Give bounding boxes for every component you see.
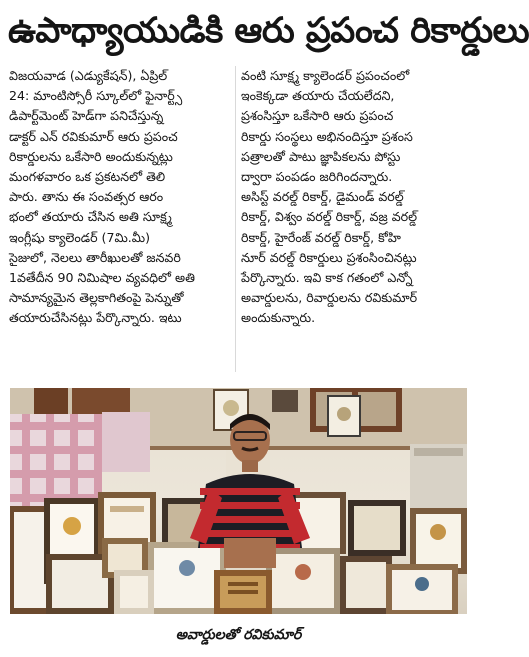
article-line: ద్వారా పంపడం జరిగిందన్నారు.	[241, 168, 393, 184]
column-divider	[235, 66, 236, 372]
article-line: రికార్డ్, హైరేంజ్ వరల్డ్ రికార్డ్, కోహి	[241, 229, 401, 245]
article-line: సామాన్యమైన తెల్లకాగితంపై పెన్నుతో	[9, 290, 184, 306]
article-line: అవార్డులను, రివార్డులను రవికుమార్	[241, 290, 418, 306]
article-line: వంటి సూక్ష్మ క్యాలెండర్ ప్రపంచంలో	[241, 68, 410, 83]
article-line: మంగళవారం ఒక ప్రకటనలో తెలి	[9, 168, 166, 184]
article-line: సైజులో, నెలలు తారీఖులతో జనవరి	[9, 249, 181, 265]
article-line: ఇంకెక్కడా తయారు చేయలేదని,	[241, 88, 395, 104]
news-photo	[10, 388, 467, 614]
article-line: తయారుచేసినట్లు పేర్కొన్నారు. ఇటు	[9, 310, 182, 326]
article-line: 1వతేదీన 90 నిమిషాల వ్యవధిలో అతి	[9, 269, 195, 285]
article-column-right	[241, 66, 470, 328]
article-line: పేర్కొన్నారు. ఇవి కాక గతంలో ఎన్నో	[241, 269, 413, 285]
article-line: రికార్డులను ఒకేసారి అందుకున్నట్లు	[9, 148, 173, 164]
article-column-left	[9, 66, 238, 328]
article-line: భంలో తయారు చేసిన అతి సూక్ష్మ	[9, 209, 172, 225]
photo-caption: అవార్డులతో రవికుమార్	[175, 627, 302, 643]
article-line: అసిస్ట్ వరల్డ్ రికార్డ్, డైమండ్ వరల్డ్	[241, 189, 404, 205]
article-line: ఇంగ్లీషు క్యాలెండర్ (7మి.మీ)	[9, 229, 151, 245]
article-line: పత్రాలతో పాటు జ్ఞాపికలను పోస్టు	[241, 148, 401, 164]
article-line: 24: మాంటిస్సోరీ స్కూల్‌లో ఫైనార్ట్స్	[9, 88, 183, 104]
headline: ఉపాధ్యాయుడికి ఆరు ప్రపంచ రికార్డులు	[8, 11, 529, 51]
article-line: నూర్ వరల్డ్ రికార్డులు ప్రశంసించినట్లు	[241, 249, 417, 265]
article-line: డాక్టర్ ఎన్ రవికుమార్ ఆరు ప్రపంచ	[9, 128, 178, 144]
article-line: పారు. తాను ఈ సంవత్సర ఆరం	[9, 189, 164, 205]
article-line: అందుకున్నారు.	[241, 310, 316, 326]
article-line: విజయవాడ (ఎడ్యుకేషన్), ఏప్రిల్	[9, 68, 168, 83]
article-line: రికార్డ్, విశ్వం వరల్డ్ రికార్డ్, వజ్ర వరల్డ్	[241, 209, 418, 225]
article-line: డిపార్ట్‌మెంట్ హెడ్‌గా పనిచేస్తున్న	[9, 108, 164, 124]
article-line: రికార్డు సంస్థలు అభినందిస్తూ ప్రశంస	[241, 128, 413, 144]
article-line: ప్రశంసిస్తూ ఒకేసారి ఆరు ప్రపంచ	[241, 108, 394, 124]
